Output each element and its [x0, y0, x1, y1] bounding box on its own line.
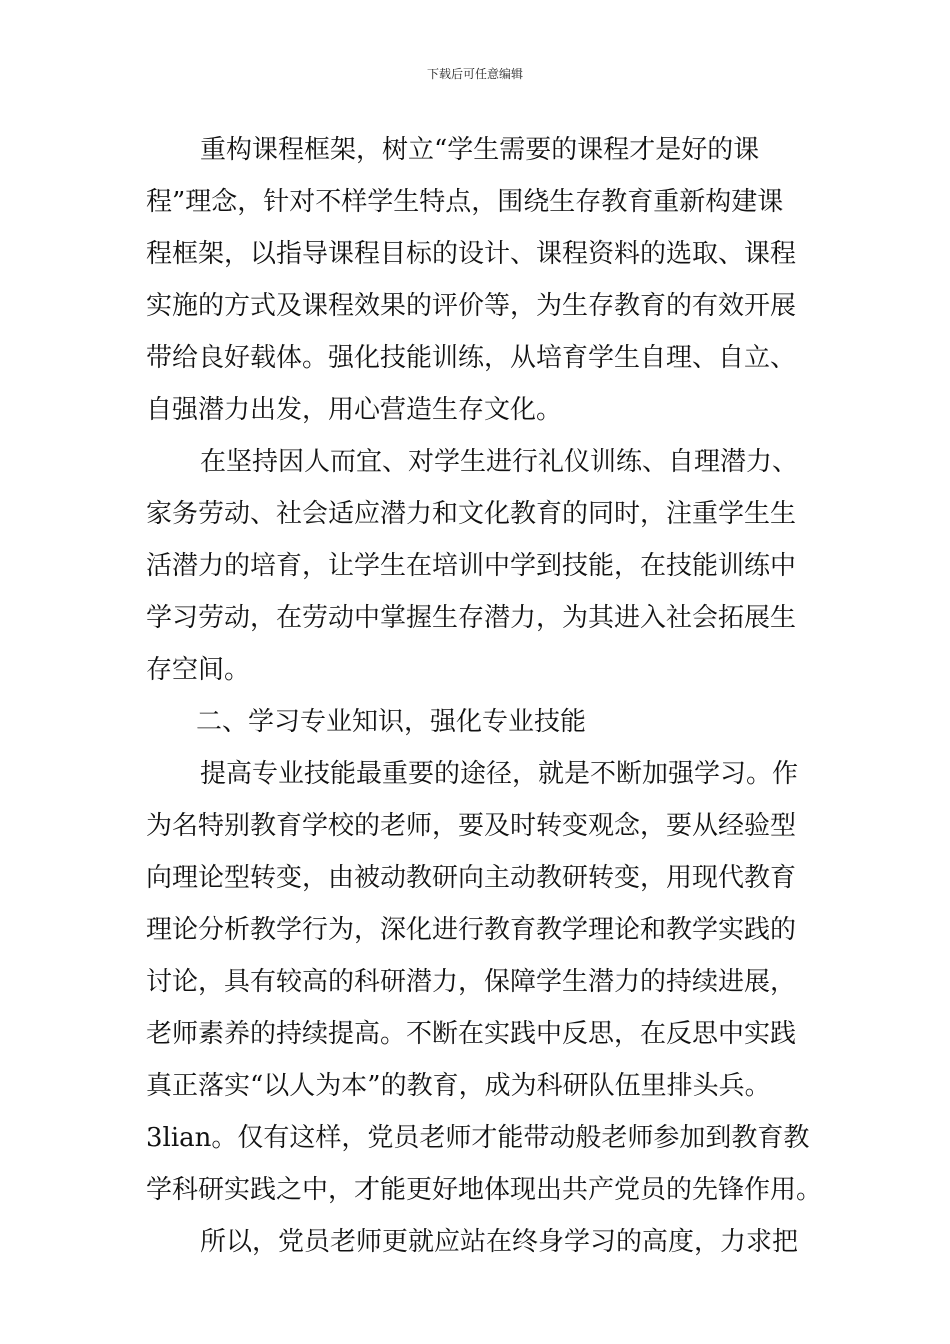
paragraph-line: 为名特别教育学校的老师，要及时转变观念，要从经验型 — [146, 811, 797, 841]
paragraph-line: 3lian。仅有这样，党员老师才能带动般老师参加到教育教 — [146, 1123, 810, 1153]
paragraph-line: 向理论型转变，由被动教研向主动教研转变，用现代教育 — [146, 863, 797, 893]
paragraph-line: 实施的方式及课程效果的评价等，为生存教育的有效开展 — [146, 291, 797, 321]
paragraph-line: 理论分析教学行为，深化进行教育教学理论和教学实践的 — [146, 915, 797, 945]
paragraph-line: 提高专业技能最重要的途径，就是不断加强学习。作 — [200, 759, 799, 789]
paragraph-line: 真正落实“以人为本”的教育，成为科研队伍里排头兵。 — [146, 1071, 771, 1101]
section-heading: 二、学习专业知识，强化专业技能 — [196, 707, 587, 737]
paragraph-line: 所以，党员老师更就应站在终身学习的高度，力求把 — [200, 1227, 799, 1257]
paragraph-line: 带给良好载体。强化技能训练，从培育学生自理、自立、 — [146, 343, 797, 373]
header-note: 下载后可任意编辑 — [426, 67, 523, 81]
paragraph-line: 活潜力的培育，让学生在培训中学到技能，在技能训练中 — [146, 551, 797, 581]
paragraph-line: 在坚持因人而宜、对学生进行礼仪训练、自理潜力、 — [200, 447, 799, 477]
paragraph-line: 学科研实践之中，才能更好地体现出共产党员的先锋作用。 — [146, 1175, 823, 1205]
paragraph-line: 家务劳动、社会适应潜力和文化教育的同时，注重学生生 — [146, 499, 797, 529]
paragraph-line: 程框架，以指导课程目标的设计、课程资料的选取、课程 — [146, 239, 797, 269]
paragraph-line: 存空间。 — [146, 655, 251, 685]
paragraph-line: 自强潜力出发，用心营造生存文化。 — [146, 395, 563, 425]
paragraph-line: 学习劳动，在劳动中掌握生存潜力，为其进入社会拓展生 — [146, 603, 797, 633]
paragraph-line: 讨论，具有较高的科研潜力，保障学生潜力的持续进展， — [146, 967, 797, 997]
paragraph-line: 老师素养的持续提高。不断在实践中反思，在反思中实践 — [146, 1019, 797, 1049]
paragraph-line: 重构课程框架，树立“学生需要的课程才是好的课 — [200, 135, 760, 165]
paragraph-line: 程”理念，针对不样学生特点，围绕生存教育重新构建课 — [146, 187, 784, 217]
